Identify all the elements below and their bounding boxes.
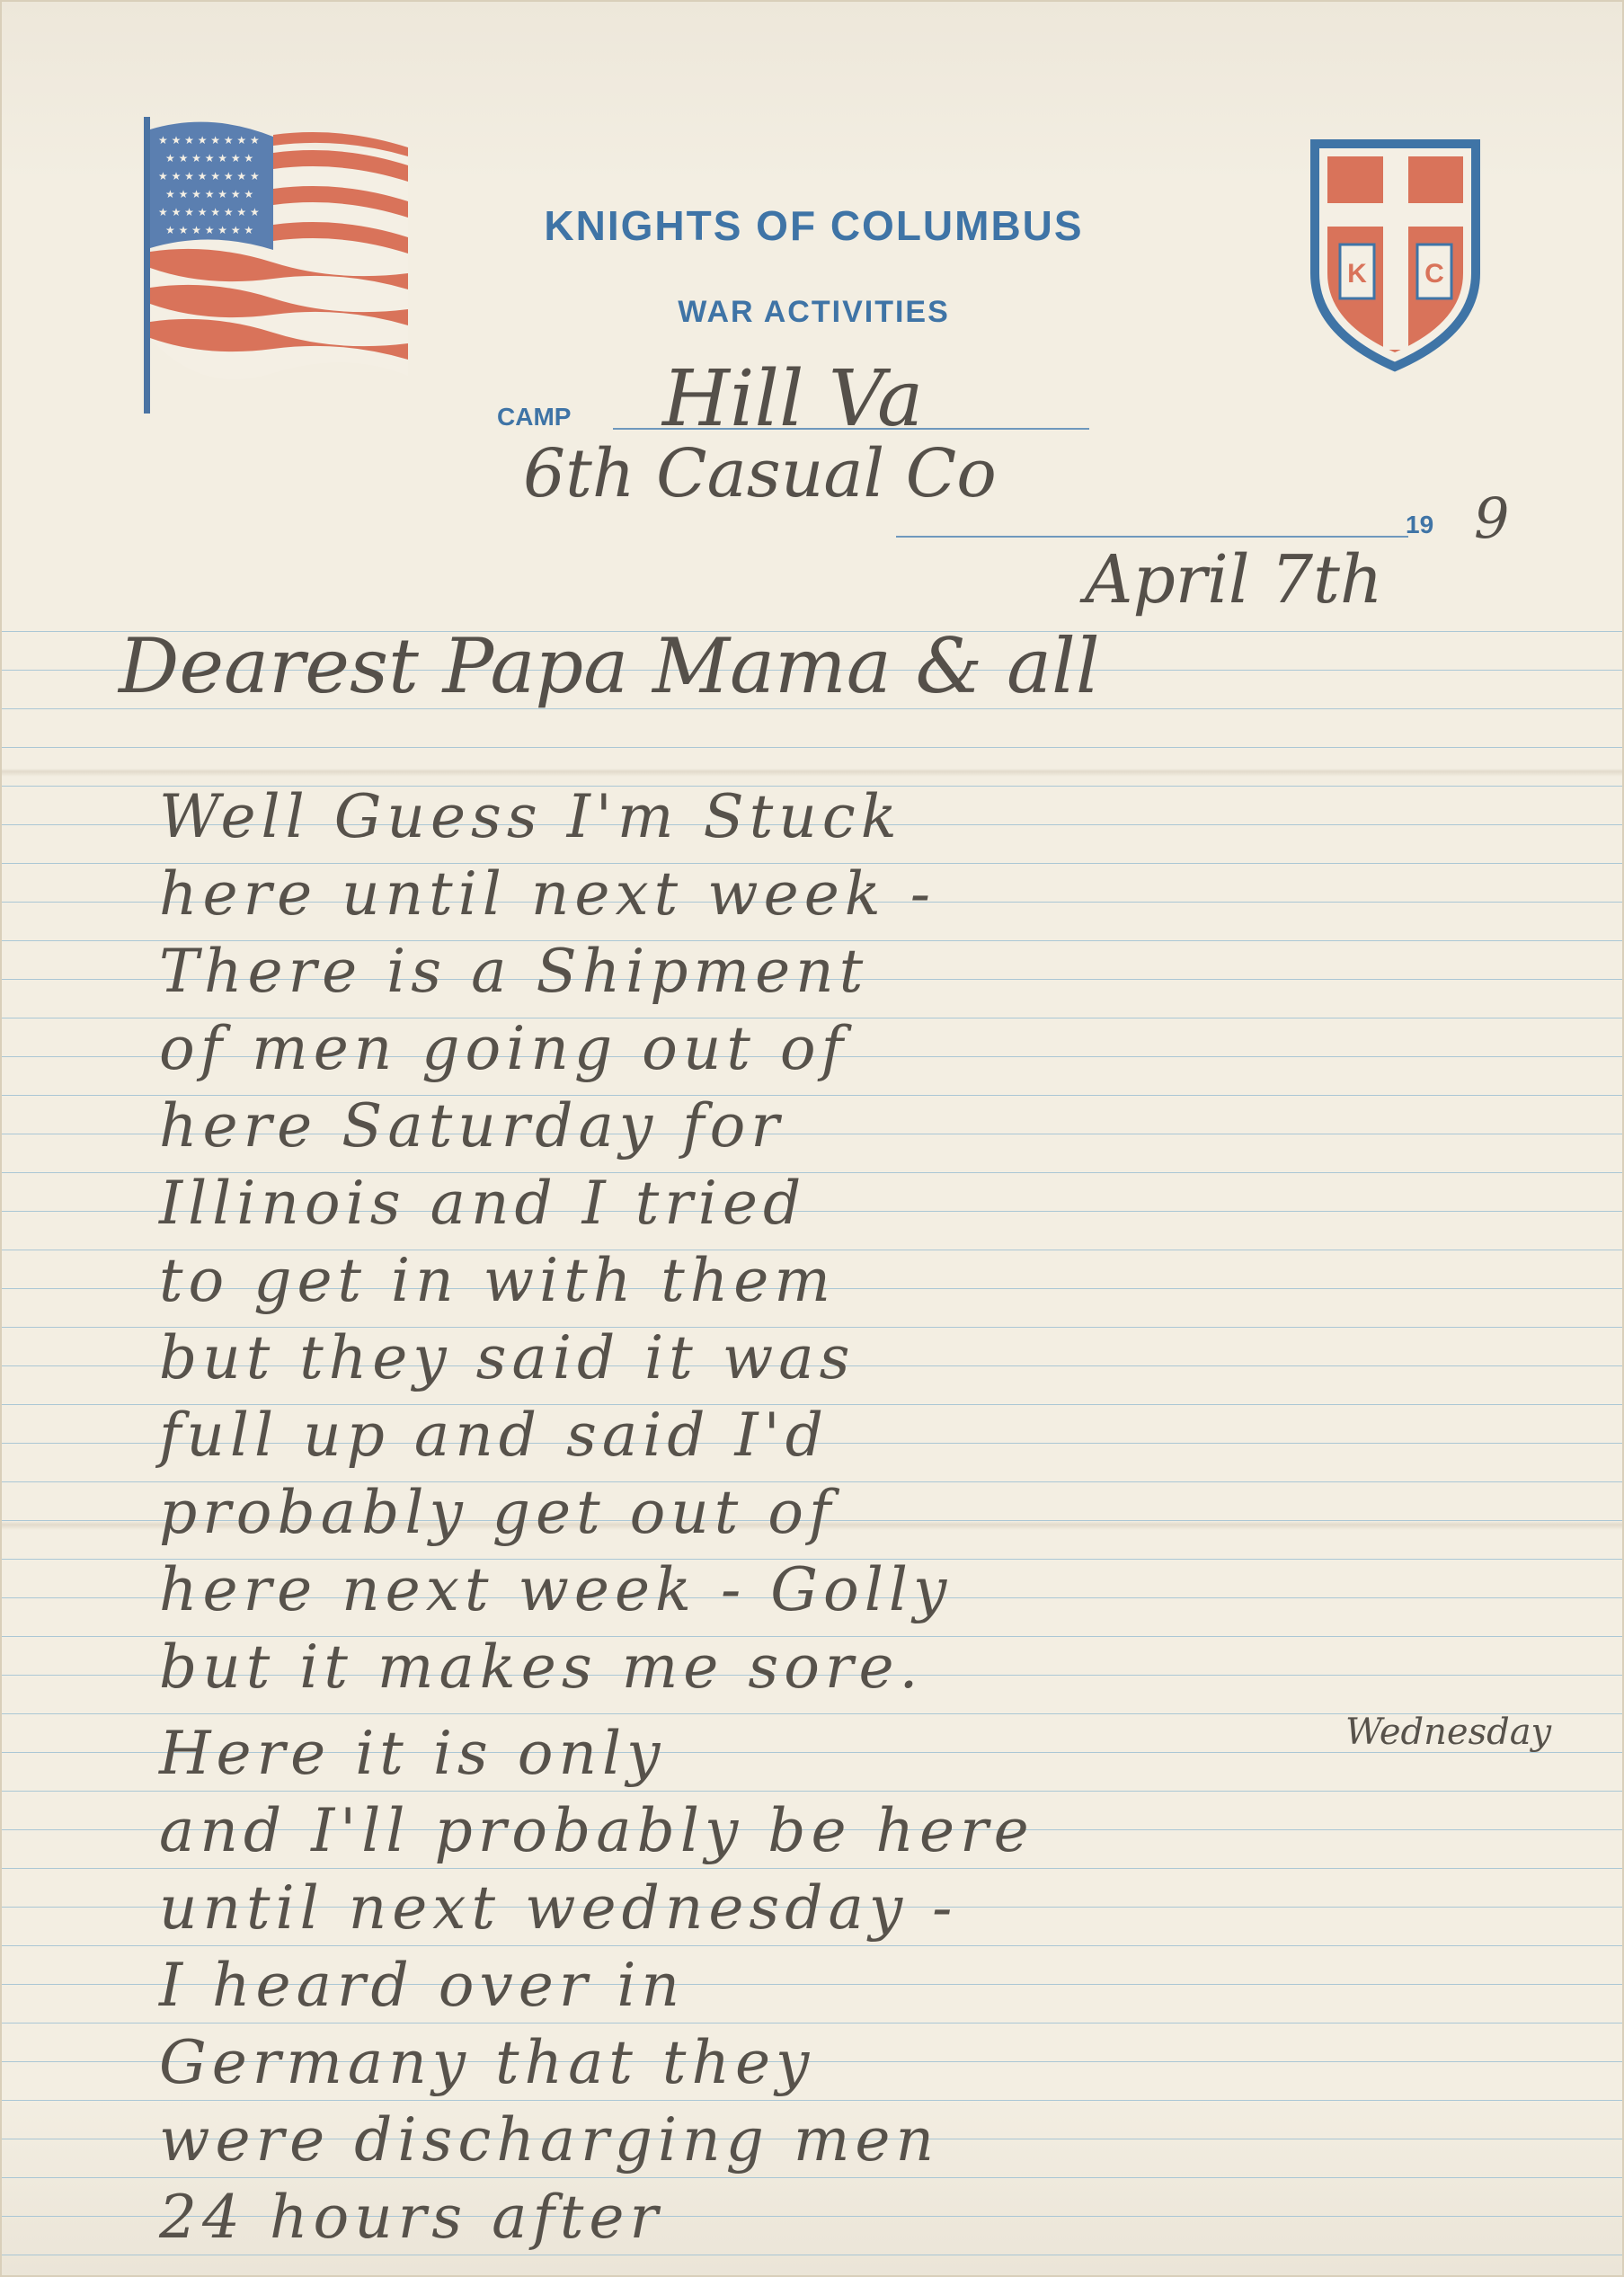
body-line: were discharging men — [159, 2105, 939, 2175]
svg-text:★ ★ ★ ★ ★ ★ ★: ★ ★ ★ ★ ★ ★ ★ — [165, 152, 254, 165]
body-line: here next week - Golly — [159, 1555, 953, 1624]
year-prefix: 19 — [1406, 511, 1434, 538]
body-line: here Saturday for — [159, 1091, 785, 1161]
american-flag-icon — [138, 117, 413, 414]
body-line: to get in with them — [159, 1246, 836, 1315]
knights-of-columbus-shield-icon — [1308, 138, 1483, 372]
body-line: of men going out of — [159, 1014, 849, 1083]
body-line: I heard over in — [159, 1951, 685, 2020]
svg-text:★ ★ ★ ★ ★ ★ ★ ★: ★ ★ ★ ★ ★ ★ ★ ★ — [158, 170, 260, 182]
svg-text:★ ★ ★ ★ ★ ★ ★: ★ ★ ★ ★ ★ ★ ★ — [165, 224, 254, 236]
unit-name: 6th Casual Co — [523, 435, 997, 512]
svg-text:★ ★ ★ ★ ★ ★ ★: ★ ★ ★ ★ ★ ★ ★ — [165, 188, 254, 200]
body-line: until next wednesday - — [159, 1873, 958, 1943]
letterhead-subtitle: WAR ACTIVITIES — [678, 295, 950, 329]
year-suffix: 9 — [1474, 485, 1510, 551]
ruled-line — [2, 747, 1622, 748]
body-line: Illinois and I tried — [159, 1169, 807, 1238]
body-line: full up and said I'd — [159, 1401, 829, 1470]
svg-text:★ ★ ★ ★ ★ ★ ★ ★: ★ ★ ★ ★ ★ ★ ★ ★ — [158, 134, 260, 147]
margin-note: Wednesday — [1345, 1712, 1552, 1753]
body-line: Well Guess I'm Stuck — [159, 782, 902, 851]
body-line: here until next week - — [159, 859, 936, 929]
emblem-letter-k: K — [1347, 259, 1367, 289]
salutation: Dearest Papa Mama & all — [119, 622, 1100, 710]
body-line: Here it is only — [159, 1719, 666, 1788]
body-line: but it makes me sore. — [159, 1632, 924, 1702]
date-rule — [896, 536, 1408, 538]
svg-text:★ ★ ★ ★ ★ ★ ★ ★: ★ ★ ★ ★ ★ ★ ★ ★ — [158, 206, 260, 218]
body-line: probably get out of — [159, 1478, 837, 1547]
body-line: 24 hours after — [159, 2183, 664, 2252]
letter-date: April 7th — [1085, 541, 1383, 618]
body-line: There is a Shipment — [159, 937, 869, 1006]
emblem-letter-c: C — [1424, 259, 1444, 289]
body-line: Germany that they — [159, 2028, 815, 2097]
camp-name: Hill Va — [662, 354, 924, 444]
camp-label: CAMP — [497, 403, 572, 431]
body-line: and I'll probably be here — [159, 1796, 1034, 1865]
letterhead-title: KNIGHTS OF COLUMBUS — [544, 202, 1084, 249]
body-line: but they said it was — [159, 1323, 856, 1392]
